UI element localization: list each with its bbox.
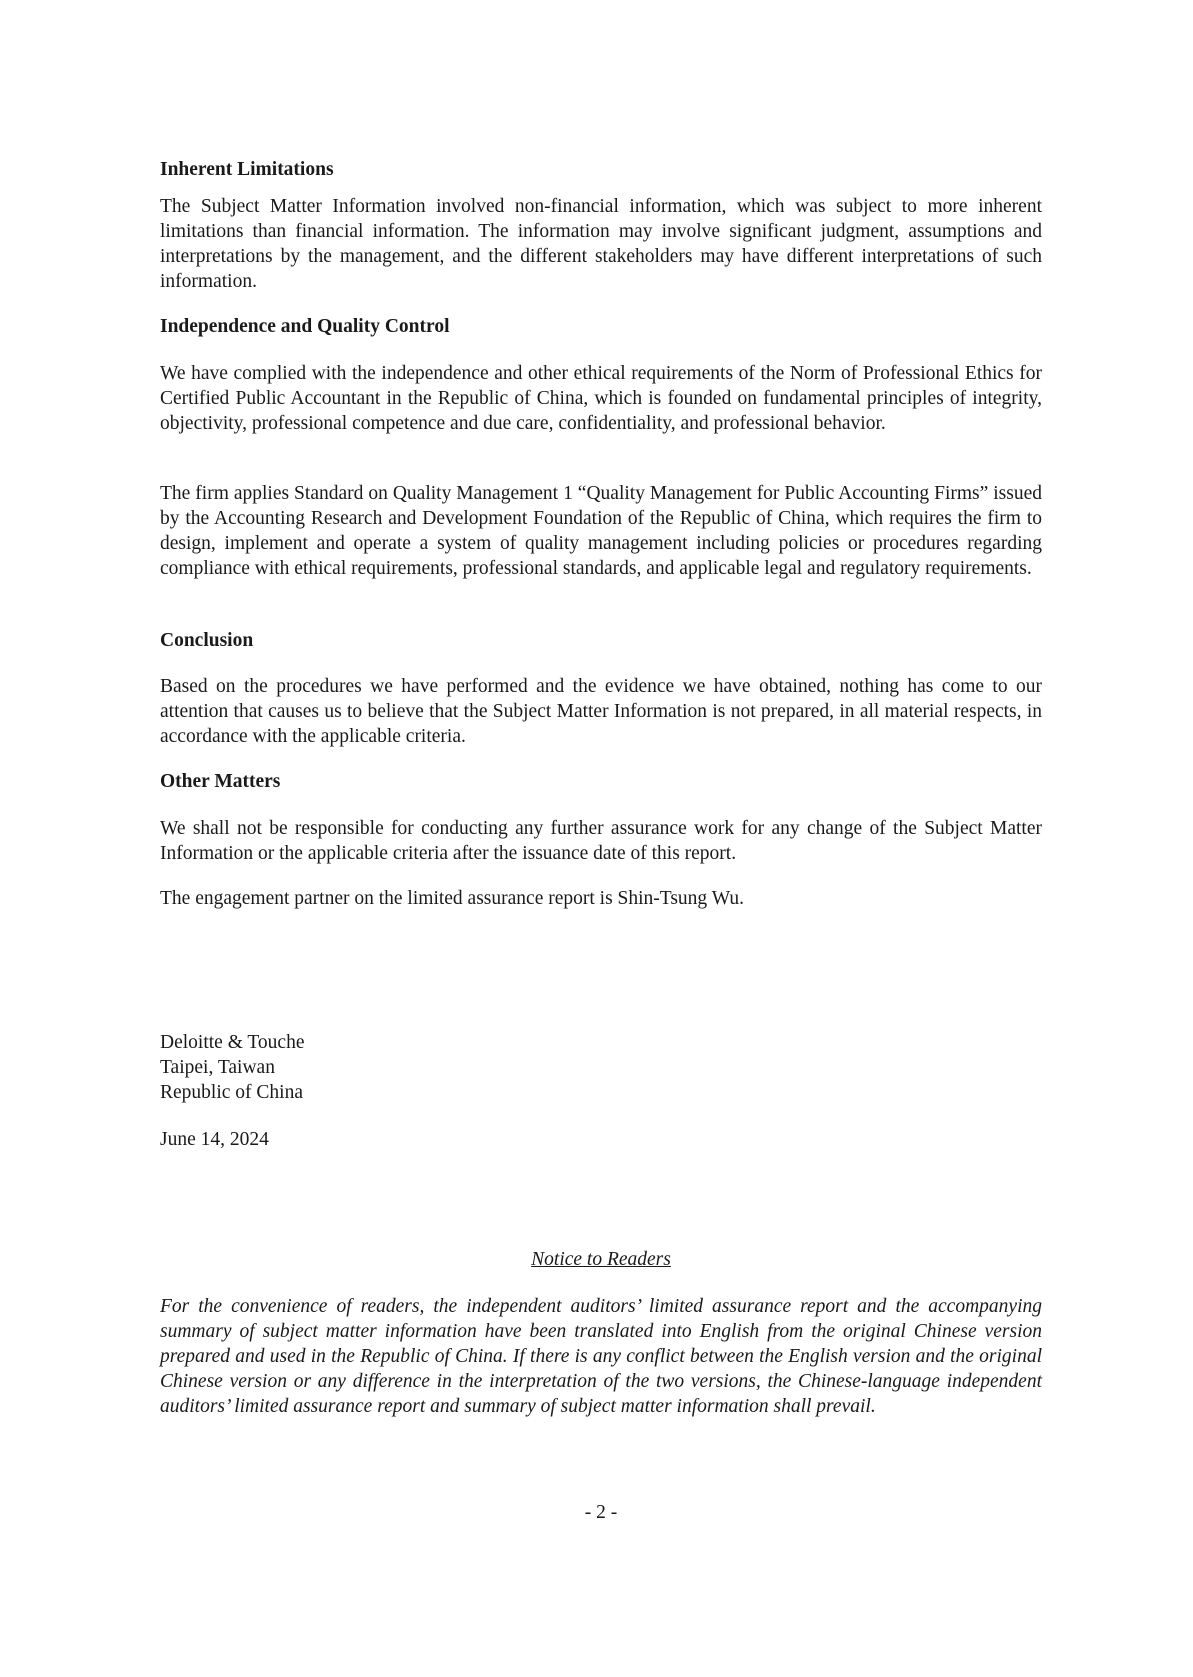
notice-title: Notice to Readers: [531, 1249, 671, 1270]
paragraph-independence: We have complied with the independence and other ethical requirements of the Norm of Professional Ethics for Certified Public Accountant in the Republic of China, which is founded on fundamental principles of integrity, objectivity, professional competence and due care, confidentiality, and professional behavior.: [160, 363, 1042, 434]
signature-country: Republic of China: [160, 1082, 303, 1103]
page-number: - 2 -: [584, 1502, 618, 1523]
paragraph-conclusion: Based on the procedures we have performed and the evidence we have obtained, nothing has come to our attention that causes us to believe that the Subject Matter Information is not prepared, in all material respects, in accordance with the applicable criteria.: [160, 676, 1042, 747]
heading-conclusion: Conclusion: [160, 630, 254, 651]
document-page: [160, 0, 1042, 1677]
signature-date: June 14, 2024: [160, 1129, 269, 1150]
heading-other-matters: Other Matters: [160, 771, 281, 792]
paragraph-other-matters: We shall not be responsible for conducting any further assurance work for any change of the Subject Matter Information or the applicable criteria after the issuance date of this report.: [160, 818, 1042, 864]
paragraph-inherent-limitations: The Subject Matter Information involved non-financial information, which was subject to more inherent limitations than financial information. The information may involve significant judgment, assumptions and interpretations by the management, and the different stakeholders may have different interpretations of such information.: [160, 196, 1042, 292]
signature-city: Taipei, Taiwan: [160, 1057, 275, 1078]
heading-inherent-limitations: Inherent Limitations: [160, 159, 334, 180]
signature-firm: Deloitte & Touche: [160, 1032, 305, 1053]
paragraph-engagement-partner: The engagement partner on the limited assurance report is Shin-Tsung Wu.: [160, 888, 744, 909]
notice-body: For the convenience of readers, the independent auditors’ limited assurance report and the accompanying summary of subject matter information have been translated into English from the original Chinese version prepared and used in the Republic of China. If there is any conflict between the English version and the original Chinese version or any difference in the interpretation of the two versions, the Chinese-language independent auditors’ limited assurance report and summary of subject matter information shall prevail.: [160, 1296, 1042, 1417]
heading-independence-quality-control: Independence and Quality Control: [160, 316, 450, 337]
paragraph-quality-management: The firm applies Standard on Quality Management 1 “Quality Management for Public Accounting Firms” issued by the Accounting Research and Development Foundation of the Republic of China, which requires the firm to design, implement and operate a system of quality management including policies or procedures regarding compliance with ethical requirements, professional standards, and applicable legal and regulatory requirements.: [160, 483, 1042, 579]
